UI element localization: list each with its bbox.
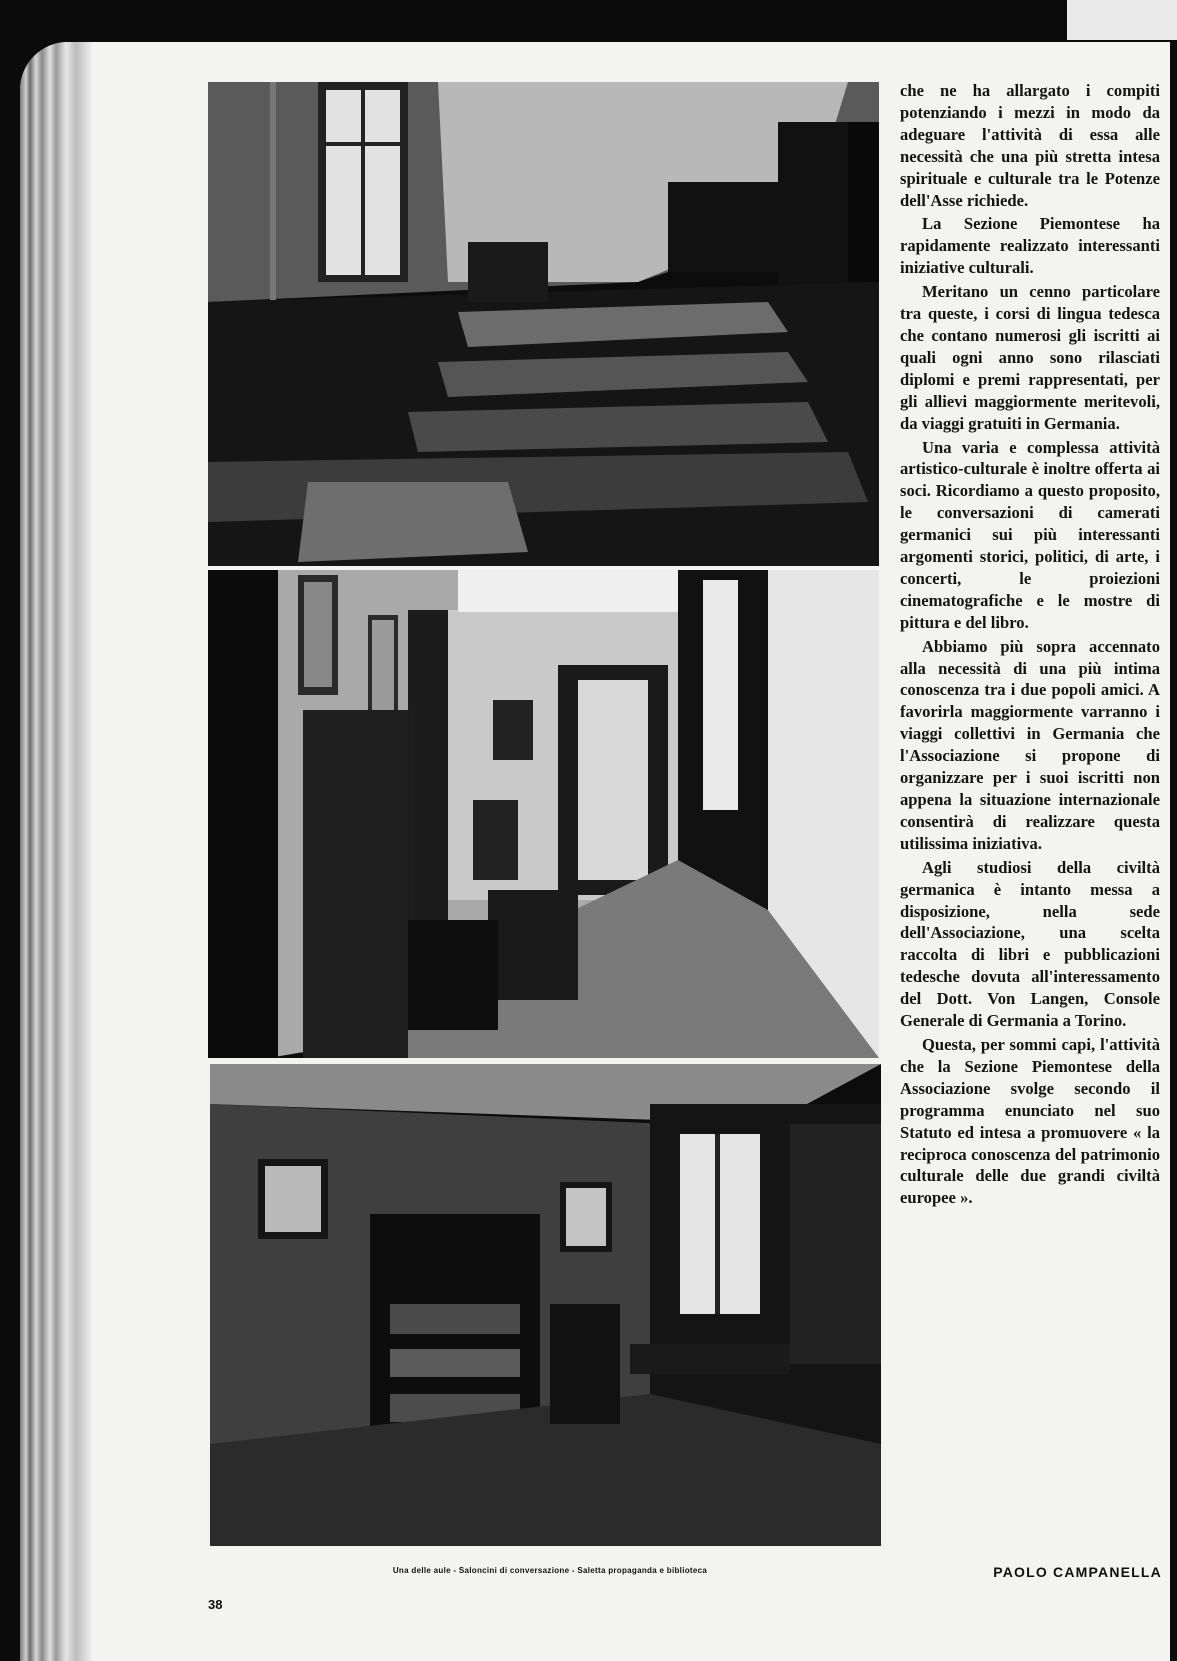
article-paragraph: che ne ha allargato i compiti potenziando i mezzi in modo da adeguare l'attività di essa alle necessità che una più stretta intesa spirituale e culturale tra le Potenze dell'Asse richiede. [900,81,1160,210]
photo-library [210,1064,881,1546]
article-paragraph: Abbiamo più sopra accennato alla necessità di una più intima conoscenza tra i due popoli amici. A favorirla maggiormente varranno i viaggi collettivi in Germania che l'Associazione si propone di organizzare per i suoi iscritti non appena la situazione internazionale consentirà di realizzare questa utilissima iniziativa. [900,636,1160,853]
magazine-page [20,42,1170,1661]
article-paragraph: Agli studiosi della civiltà germanica è intanto messa a disposizione, nella sede dell'Associazione, una scelta raccolta di libri e pubblicazioni tedesche dovuta all'interessamento del Dott. Von Langen, Console Generale di Germania a Torino. [900,857,1160,1031]
article-paragraph: Questa, per sommi capi, l'attività che la Sezione Piemontese della Associazione svolge secondo il programma enunciato nel suo Statuto ed intesa a promuovere « la reciproca conoscenza del patrimonio culturale delle due grandi civiltà europee ». [900,1034,1160,1208]
page-gutter [20,42,92,1661]
article-text [900,80,1160,1211]
photo-classroom [208,82,879,566]
article-paragraph: Meritano un cenno particolare tra queste, i corsi di lingua tedesca che contano numerosi gli iscritti ai quali ogni anno sono rilasciati diplomi e premi rappresentati, per gli allievi maggiormente meritevoli, da viaggi gratuiti in Germania. [900,282,1160,433]
photo-conversation-rooms [208,570,879,1058]
page-number: 38 [208,1597,223,1612]
scan-background [1067,0,1177,40]
article-paragraph: Una varia e complessa attività artistico-culturale è inoltre offerta ai soci. Ricordiamo a questo proposito, le conversazioni di camerati germanici sui più interessanti argomenti storici, politici, di arte, i concerti, le proiezioni cinematografiche e le mostre di pittura e del libro. [900,437,1160,632]
author-byline: PAOLO CAMPANELLA [993,1564,1162,1580]
article-paragraph: La Sezione Piemontese ha rapidamente realizzato interessanti iniziative culturali. [900,214,1160,278]
photo-caption: Una delle aule - Saloncini di conversazione - Saletta propaganda e biblioteca [392,1566,708,1575]
